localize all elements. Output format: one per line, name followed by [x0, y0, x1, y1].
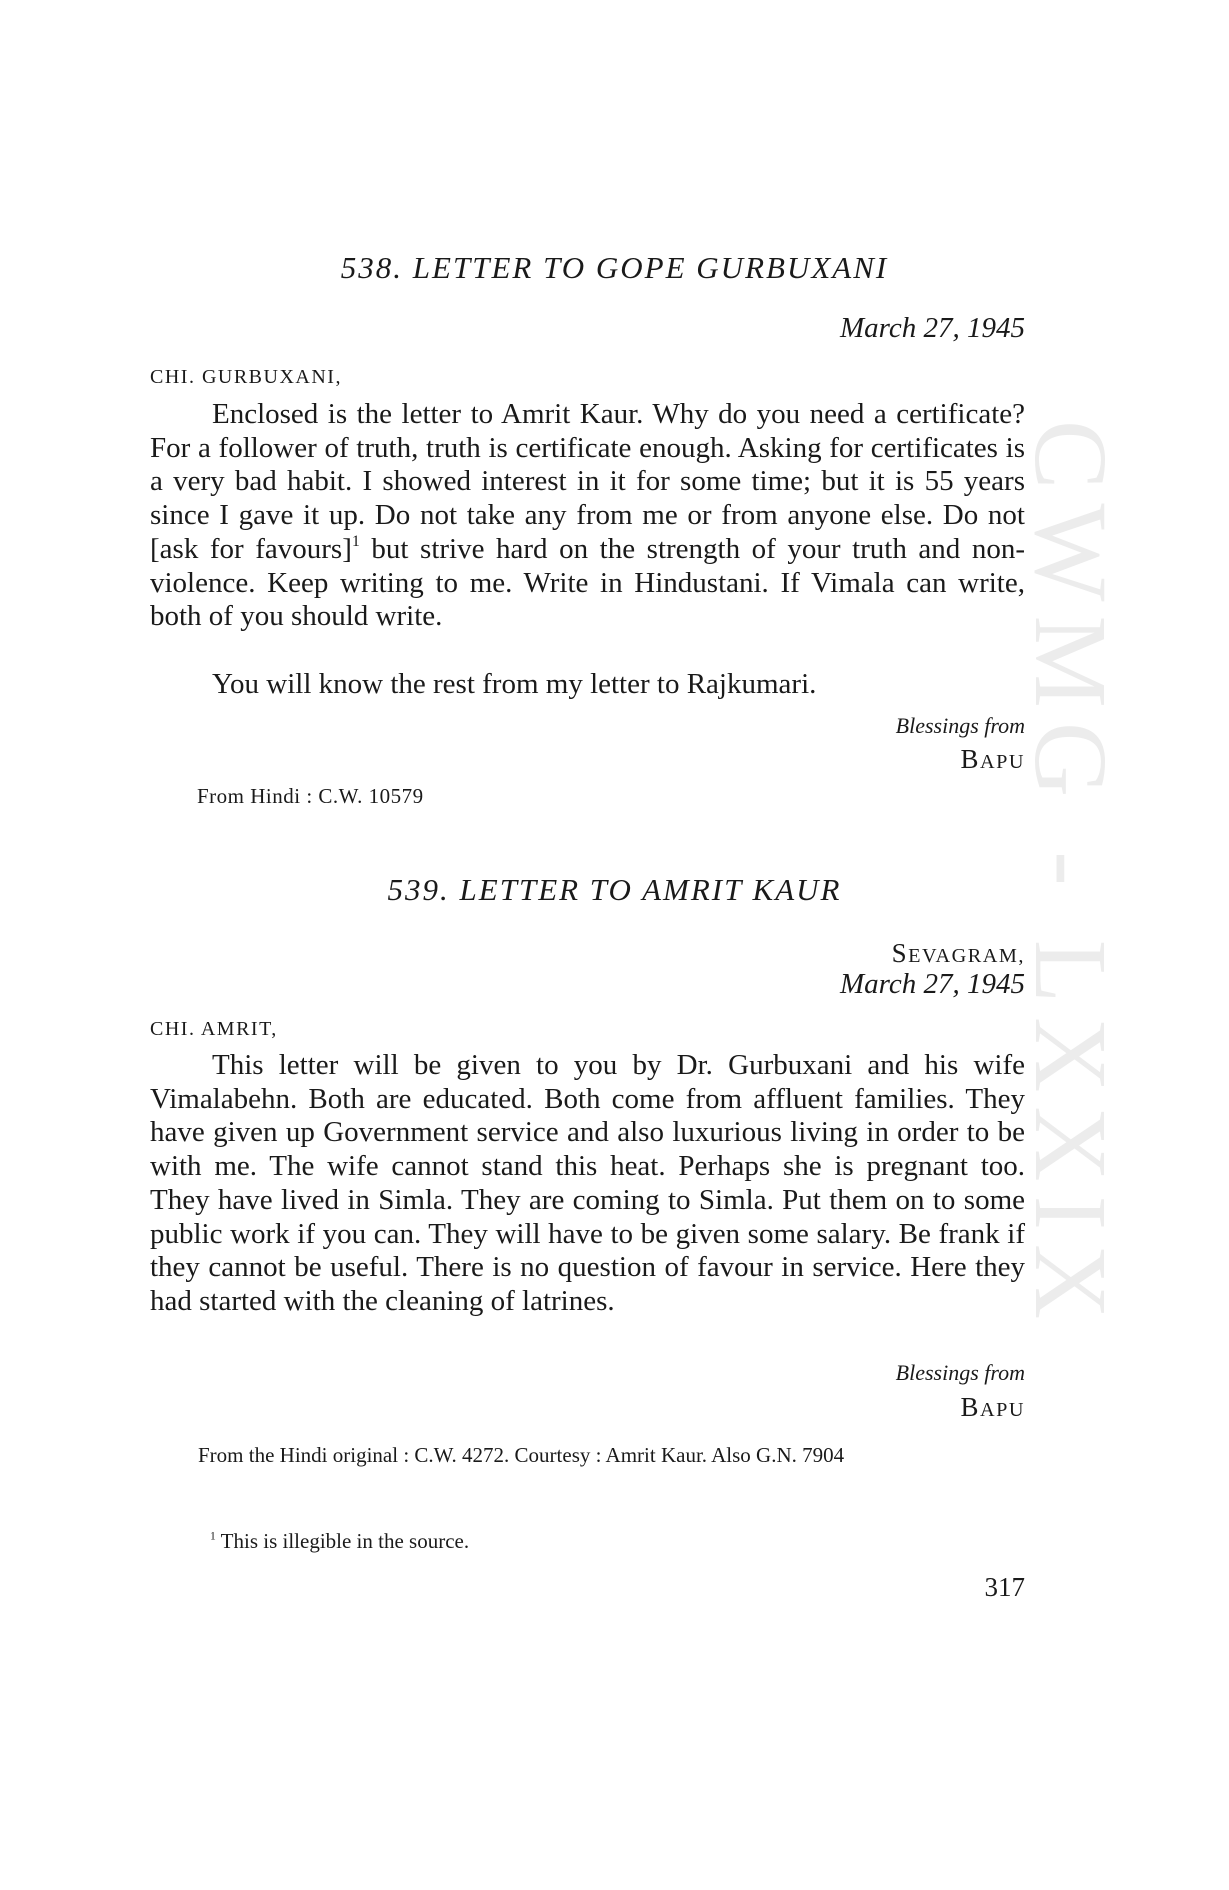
letter-538-date: March 27, 1945	[840, 312, 1025, 344]
footnote-reference-mark: 1	[351, 532, 360, 550]
letter-538-body-text-2: but strive hard on the strength of your truth and non-violence. Keep writing to me. Write in Hindustani. If Vimala can write, both of you should write.	[150, 532, 1025, 633]
letter-538-body-text-1: Enclosed is the letter to Amrit Kaur. Why do you need a certificate? For a follower of truth, truth is certificate enough. Asking for certificates is a very bad habit. I showed interest in it for some time; but it is 55 years since I gave it up. Do not take any from me or from anyone else. Do not [ask for favours]	[150, 398, 1025, 565]
footnote-mark: 1	[210, 1530, 216, 1543]
letter-539-heading: 539. LETTER TO AMRIT KAUR	[387, 872, 842, 907]
letter-538-heading: 538. LETTER TO GOPE GURBUXANI	[340, 250, 889, 285]
letter-538-body-paragraph	[150, 398, 1025, 634]
page-number: 317	[984, 1572, 1025, 1602]
letter-538-closing-paragraph: You will know the rest from my letter to Rajkumari.	[212, 668, 817, 700]
letter-538-signature: BAPU	[960, 744, 1025, 774]
letter-539-blessing: Blessings from	[895, 1360, 1025, 1385]
letter-539-source-note: From the Hindi original : C.W. 4272. Courtesy : Amrit Kaur. Also G.N. 7904	[198, 1443, 845, 1467]
letter-539-place: SEVAGRAM,	[891, 938, 1025, 968]
letter-539-signature: BAPU	[960, 1392, 1025, 1422]
footnote	[210, 1529, 469, 1554]
letter-538-source-note: From Hindi : C.W. 10579	[197, 784, 424, 808]
letter-539-salutation: CHI. AMRIT,	[150, 1018, 278, 1040]
footnote-text: This is illegible in the source.	[215, 1529, 470, 1553]
letter-539-body-paragraph: This letter will be given to you by Dr. Gurbuxani and his wife Vimalabehn. Both are educated. Both come from affluent families. They have given up Government service and also luxurious living in order to be with me. The wife cannot stand this heat. Perhaps she is pregnant too. They have lived in Simla. They are coming to Simla. Put them on to some public work if you can. They will have to be given some salary. Be frank if they cannot be useful. There is no question of favour in service. Here they had started with the cleaning of latrines.	[150, 1049, 1025, 1317]
letter-538-blessing: Blessings from	[895, 713, 1025, 738]
letter-539-date: March 27, 1945	[840, 968, 1025, 1000]
watermark-text: CWMG - LXXIX	[1013, 420, 1128, 1334]
letter-538-salutation: CHI. GURBUXANI,	[150, 366, 342, 388]
watermark	[1010, 420, 1130, 1480]
